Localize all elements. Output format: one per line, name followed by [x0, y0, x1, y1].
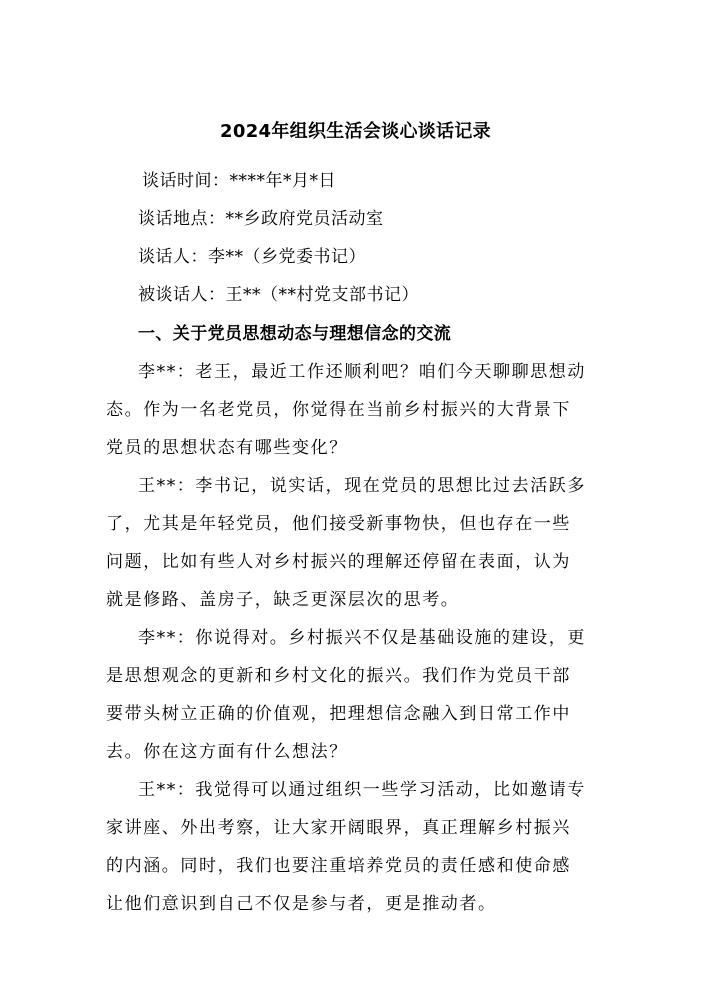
paragraph-line: 李**：你说得对。乡村振兴不仅是基础设施的建设，更	[138, 628, 586, 648]
paragraph-line: 去。你在这方面有什么想法？	[106, 742, 348, 762]
meta-interviewer: 谈话人：李**（乡党委书记）	[138, 247, 366, 267]
paragraph-line: 党员的思想状态有哪些变化？	[106, 438, 348, 458]
paragraph-line: 让他们意识到自己不仅是参与者，更是推动者。	[106, 894, 497, 914]
paragraph-line: 王**：我觉得可以通过组织一些学习活动，比如邀请专	[138, 780, 586, 800]
paragraph-line: 要带头树立正确的价值观，把理想信念融入到日常工作中	[106, 704, 571, 724]
meta-location: 谈话地点：**乡政府党员活动室	[138, 209, 384, 229]
paragraph-line: 就是修路、盖房子，缺乏更深层次的思考。	[106, 590, 460, 610]
paragraph-line: 家讲座、外出考察，让大家开阔眼界，真正理解乡村振兴	[106, 818, 571, 838]
paragraph-line: 王**：李书记，说实话，现在党员的思想比过去活跃多	[138, 476, 586, 496]
meta-time: 谈话时间：****年*月*日	[142, 171, 336, 191]
meta-interviewee: 被谈话人：王**（**村党支部书记）	[138, 285, 419, 305]
paragraph-line: 问题，比如有些人对乡村振兴的理解还停留在表面，认为	[106, 552, 571, 572]
paragraph-line: 李**：老王，最近工作还顺利吧？咱们今天聊聊思想动	[138, 362, 586, 382]
paragraph-line: 的内涵。同时，我们也要注重培养党员的责任感和使命感	[106, 856, 571, 876]
paragraph-line: 态。作为一名老党员，你觉得在当前乡村振兴的大背景下	[106, 400, 571, 420]
section-heading: 一、关于党员思想动态与理想信念的交流	[138, 324, 452, 344]
document-title: 2024年组织生活会谈心谈话记录	[220, 121, 491, 142]
paragraph-line: 是思想观念的更新和乡村文化的振兴。我们作为党员干部	[106, 666, 571, 686]
paragraph-line: 了，尤其是年轻党员，他们接受新事物快，但也存在一些	[106, 514, 571, 534]
